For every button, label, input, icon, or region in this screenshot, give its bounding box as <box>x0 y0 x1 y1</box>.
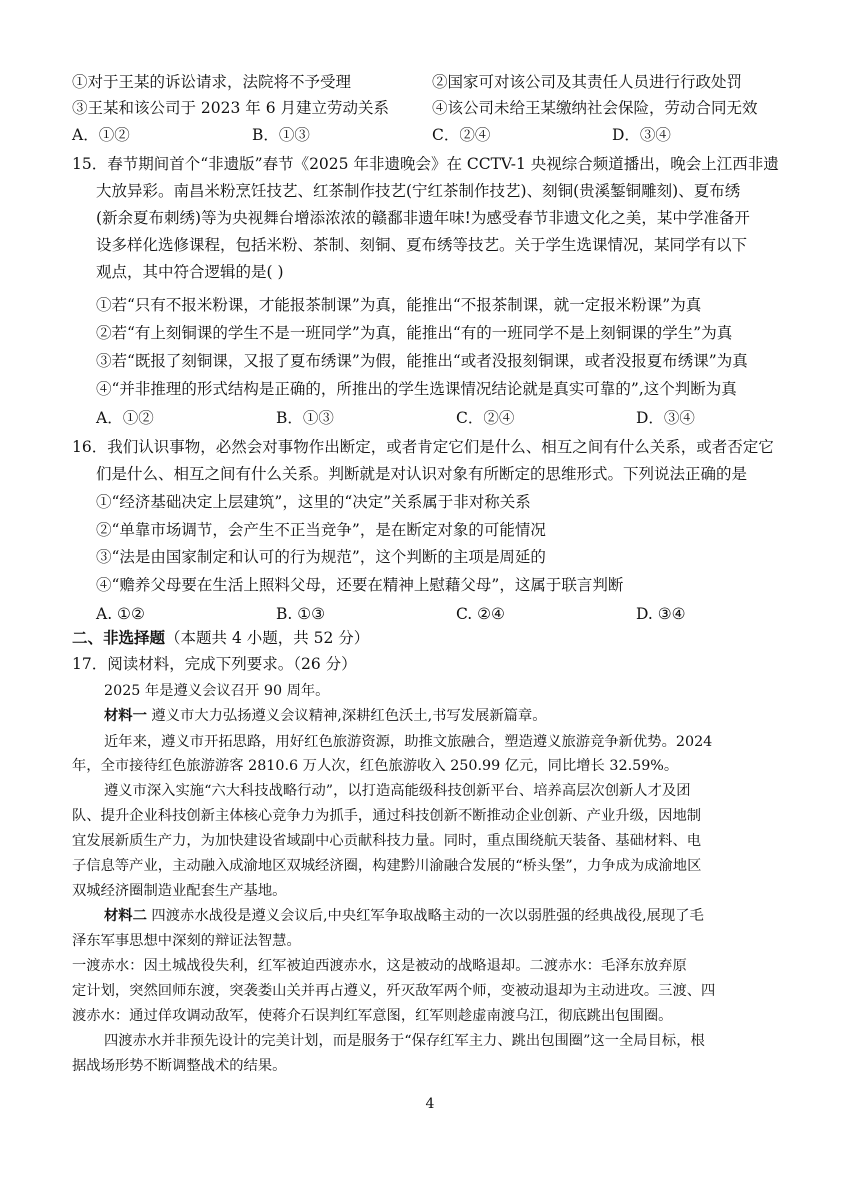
q15-stem-line-3: (新余夏布刺绣)等为央视舞台增添浓浓的赣鄱非遗年味!为感受春节非遗文化之美，某中学准备开 <box>96 209 750 227</box>
q17-m2-p1-line-2: 定计划，突然回师东渡，突袭娄山关并再占遵义，歼灭敌军两个师，变被动退却为主动进攻。三渡、四 <box>72 983 716 999</box>
q17-material-1-head-text: 遵义市大力弘扬遵义会议精神,深耕红色沃土,书写发展新篇章。 <box>146 708 547 724</box>
q17-material-1-heading <box>104 706 824 726</box>
q16-statement-3: ③“法是由国家制定和认可的行为规范”，这个判断的主项是周延的 <box>96 548 546 566</box>
q17-m1-p2-line-4: 子信息等产业，主动融入成渝地区双城经济圈，构建黔川渝融合发展的“桥头堡”，力争成为成渝地区 <box>72 858 702 874</box>
q17-m1-p2-line-1: 遵义市深入实施“六大科技战略行动”，以打造高能级科技创新平台、培养高层次创新人才及团 <box>104 783 691 799</box>
q15-stem-line-4: 设多样化选修课程，包括米粉、茶制、刻铜、夏布绣等技艺。关于学生选课情况，某同学有以下 <box>96 236 748 254</box>
q15-choice-d: D．③④ <box>636 409 695 427</box>
q17-m1-p2-line-3: 宜发展新质生产力，为加快建设省域副中心贡献科技力量。同时，重点围绕航天装备、基础材料、电 <box>72 833 702 849</box>
q17-m2-p2-line-1: 四渡赤水并非预先设计的完美计划，而是服务于“保存红军主力、跳出包围圈”这一全局目标，根 <box>104 1033 705 1049</box>
q14-statement-1: ①对于王某的诉讼请求，法院将不予受理 <box>72 73 352 91</box>
section-2-note: （本题共 4 小题，共 52 分） <box>165 629 370 647</box>
q16-choice-d: D. ③④ <box>636 605 686 623</box>
q15-stem-line-2: 大放异彩。南昌米粉烹饪技艺、红茶制作技艺(宁红茶制作技艺)、刻铜(贵溪錾铜雕刻)、夏布绣 <box>96 182 741 200</box>
q16-statement-1: ①“经济基础决定上层建筑”，这里的“决定”关系属于非对称关系 <box>96 493 531 511</box>
q17-m2-p1-line-3: 渡赤水：通过佯攻调动敌军，使蒋介石误判红军意图，红军则趁虚南渡乌江，彻底跳出包围圈。 <box>72 1008 673 1024</box>
q14-statement-4: ④该公司未给王某缴纳社会保险，劳动合同无效 <box>432 99 758 117</box>
q16-stem-line-2: 们是什么、相互之间有什么关系。判断就是对认识对象有所断定的思维形式。下列说法正确的是 <box>96 465 748 483</box>
q14-choice-b: B．①③ <box>252 126 310 144</box>
section-2-title: 二、非选择题 <box>72 628 166 647</box>
q17-m1-p1-line-1: 近年来，遵义市开拓思路，用好红色旅游资源，助推文旅融合，塑造遵义旅游竞争新优势。2024 <box>104 734 713 750</box>
q17-m2-p2-line-2: 据战场形势不断调整战术的结果。 <box>72 1058 287 1074</box>
q16-stem-line-1: 16．我们认识事物，必然会对事物作出断定，或者肯定它们是什么、相互之间有什么关系，或者否定它 <box>72 438 774 456</box>
q16-choice-c: C. ②④ <box>456 605 505 623</box>
q15-choice-b: B．①③ <box>276 409 334 427</box>
q14-choice-c: C．②④ <box>432 126 491 144</box>
q17-material-2-head-text: 四渡赤水战役是遵义会议后,中央红军争取战略主动的一次以弱胜强的经典战役,展现了毛 <box>146 908 704 924</box>
q17-intro: 2025 年是遵义会议召开 90 周年。 <box>104 683 330 699</box>
q17-title: 17．阅读材料，完成下列要求。（26 分） <box>72 655 357 673</box>
q17-m1-p2-line-5: 双城经济圈制造业配套生产基地。 <box>72 883 287 899</box>
q16-statement-2: ②“单靠市场调节，会产生不正当竞争”，是在断定对象的可能情况 <box>96 521 546 539</box>
q15-choice-a: A．①② <box>96 409 154 427</box>
q16-statement-4: ④“赡养父母要在生活上照料父母，还要在精神上慰藉父母”，这属于联言判断 <box>96 576 624 594</box>
q16-choices <box>96 604 816 624</box>
q16-choice-a: A. ①② <box>96 605 145 623</box>
q14-statements-row-1 <box>72 72 792 92</box>
q17-m1-p1-line-2: 年，全市接待红色旅游游客 2810.6 万人次，红色旅游收入 250.99 亿元，同比增长 32.59%。 <box>72 758 679 774</box>
q15-choice-c: C．②④ <box>456 409 515 427</box>
q14-statement-2: ②国家可对该公司及其责任人员进行行政处罚 <box>432 73 743 91</box>
q14-statements-row-2 <box>72 98 792 118</box>
q15-stem-line-5: 观点，其中符合逻辑的是( ) <box>96 263 284 281</box>
q15-statement-4: ④“并非推理的形式结构是正确的，所推出的学生选课情况结论就是真实可靠的”,这个判断为真 <box>96 380 737 398</box>
page-number: 4 <box>425 1096 435 1112</box>
q15-stem-line-1: 15．春节期间首个“非遗版”春节《2025 年非遗晚会》在 CCTV-1 央视综合频道播出，晚会上江西非遗 <box>72 155 779 173</box>
q17-material-1-label: 材料一 <box>104 708 147 724</box>
q15-choices <box>96 408 816 428</box>
q14-choices <box>72 125 792 145</box>
q14-statement-3: ③王某和该公司于 2023 年 6 月建立劳动关系 <box>72 99 390 117</box>
q17-m2-p1-line-1: 一渡赤水：因土城战役失利，红军被迫西渡赤水，这是被动的战略退却。二渡赤水：毛泽东放弃原 <box>72 958 687 974</box>
q15-statement-3: ③若“既报了刻铜课，又报了夏布绣课”为假，能推出“或者没报刻铜课，或者没报夏布绣课”为真 <box>96 352 748 370</box>
q15-statement-1: ①若“只有不报米粉课，才能报茶制课”为真，能推出“不报茶制课，就一定报米粉课”为真 <box>96 296 702 314</box>
q15-statement-2: ②若“有上刻铜课的学生不是一班同学”为真，能推出“有的一班同学不是上刻铜课的学生”为真 <box>96 324 733 342</box>
q17-material-2-head-line-2: 泽东军事思想中深刻的辩证法智慧。 <box>72 933 301 949</box>
section-2-heading <box>72 628 792 648</box>
q16-choice-b: B. ①③ <box>276 605 326 623</box>
q17-m1-p2-line-2: 队、提升企业科技创新主体核心竞争力为抓手，通过科技创新不断推动企业创新、产业升级，因地制 <box>72 808 702 824</box>
q14-choice-d: D．③④ <box>612 126 671 144</box>
q17-material-2-heading <box>104 906 824 926</box>
q17-material-2-label: 材料二 <box>104 908 147 924</box>
q14-choice-a: A．①② <box>72 126 130 144</box>
